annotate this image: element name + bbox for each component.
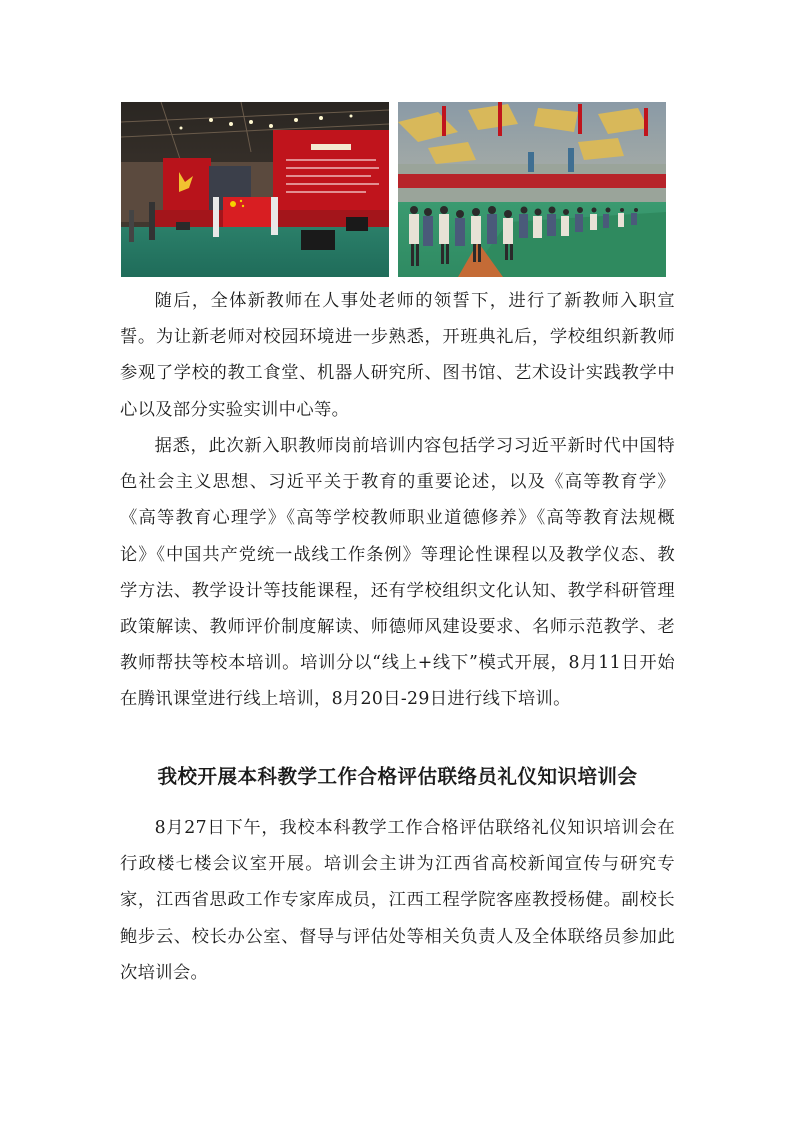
- gym-oath-photo: [398, 102, 666, 277]
- paragraph-training-content: 据悉，此次新入职教师岗前培训内容包括学习习近平新时代中国特色社会主义思想、习近平关于教育的重要论述，以及《高等教育学》《高等教育心理学》《高等学校教师职业道德修养》《高等教育法规概论》《中国共产党统一战线工作条例》等理论性课程以及教学仪态、教学方法、教学设计等技能课程，还有学校组织文化认知、教学科研管理政策解读、教师评价制度解读、师德师风建设要求、名师示范教学、老教师帮扶等校本培训。培训分以“线上+线下”模式开展，8月11日开始在腾讯课堂进行线上培训，8月20日-29日进行线下培训。: [120, 436, 675, 710]
- ceremony-stage-photo: [121, 102, 389, 277]
- paragraph-etiquette-training: 8月27日下午，我校本科教学工作合格评估联络礼仪知识培训会在行政楼七楼会议室开展。培训会主讲为江西省高校新闻宣传与研究专家，江西省思政工作专家库成员，江西工程学院客座教授杨健。副校长鲍步云、校长办公室、督导与评估处等相关负责人及全体联络员参加此次培训会。: [120, 818, 675, 983]
- section-heading: 我校开展本科教学工作合格评估联络员礼仪知识培训会: [157, 765, 638, 788]
- paragraph-oath-and-tour: 随后，全体新教师在人事处老师的领誓下，进行了新教师入职宣誓。为让新老师对校园环境进一步熟悉，开班典礼后，学校组织新教师参观了学校的教工食堂、机器人研究所、图书馆、艺术设计实践教学中心以及部分实验实训中心等。: [120, 291, 675, 420]
